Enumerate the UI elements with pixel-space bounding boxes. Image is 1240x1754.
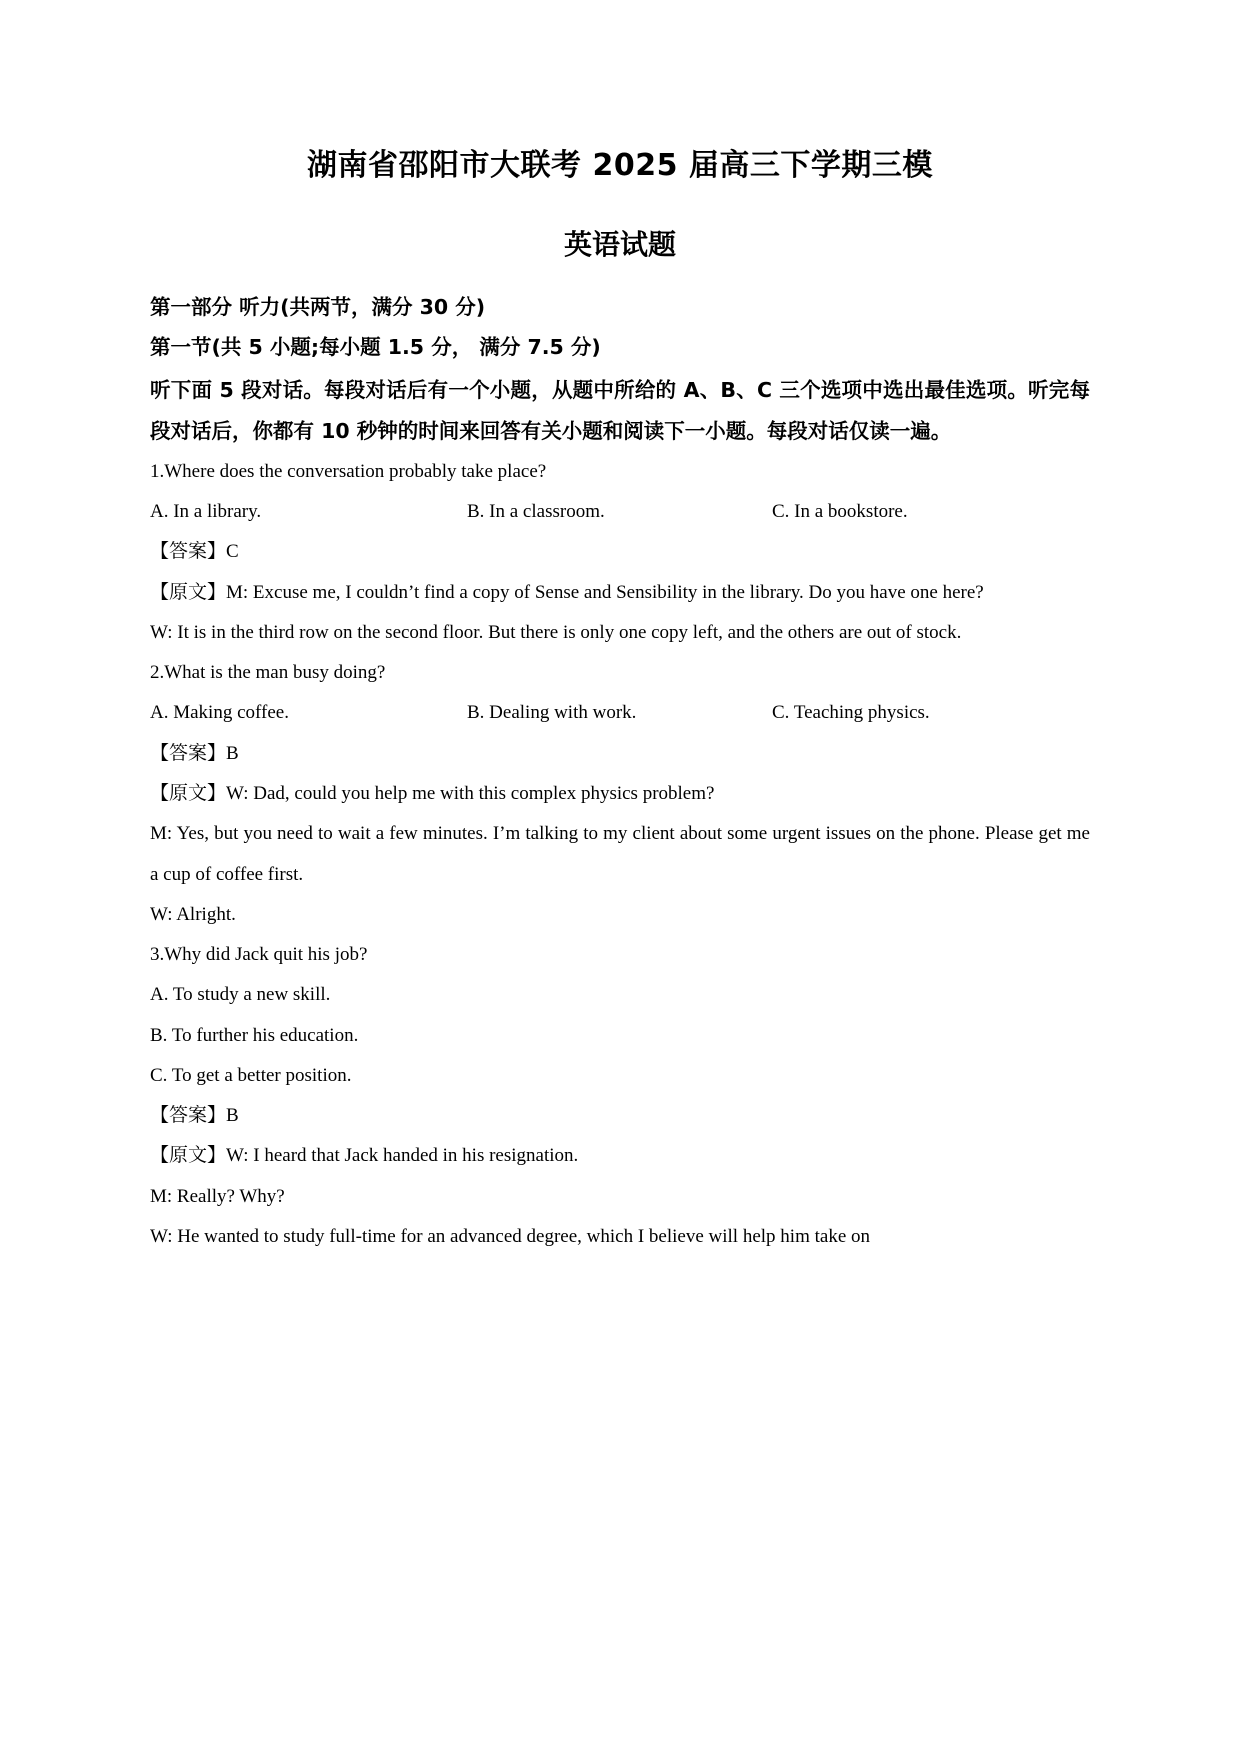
option-b[interactable]: B. To further his education. — [150, 1024, 359, 1046]
option-b[interactable]: B. Dealing with work. — [467, 702, 637, 724]
option-a[interactable]: A. Making coffee. — [150, 702, 289, 724]
question-stem: 3.Why did Jack quit his job? — [150, 944, 368, 966]
script-line: M: Really? Why? — [150, 1185, 285, 1207]
option-row — [150, 492, 1090, 532]
listening-directions: 听下面 5 段对话。每段对话后有一个小题，从题中所给的 A、B、C 三个选项中选出最佳选项。听完每段对话后，你都有 10 秒钟的时间来回答有关小题和阅读下一小题。每段对话仅读一遍。 — [150, 377, 1090, 443]
question-stem: 2.What is the man busy doing? — [150, 662, 386, 684]
option-c[interactable]: C. To get a better position. — [150, 1064, 352, 1086]
option-c[interactable]: C. Teaching physics. — [772, 702, 930, 724]
page-subtitle: 英语试题 — [563, 227, 676, 261]
script-line: 【原文】W: Dad, could you help me with this complex physics problem? — [150, 783, 715, 805]
answer-line: 【答案】C — [150, 541, 239, 563]
option-b[interactable]: B. In a classroom. — [467, 501, 605, 523]
answer-line: 【答案】B — [150, 742, 239, 764]
option-row — [150, 693, 1090, 733]
page-title: 湖南省邵阳市大联考 2025 届高三下学期三模 — [307, 148, 933, 183]
script-line: M: Yes, but you need to wait a few minutes. I’m talking to my client about some urgent issues on the phone. Please get me a cup of coffee first. — [150, 823, 1090, 885]
option-a[interactable]: A. In a library. — [150, 501, 262, 523]
script-line: 【原文】M: Excuse me, I couldn’t find a copy of Sense and Sensibility in the library. Do you have one here? — [150, 581, 984, 603]
part-heading: 第一部分 听力(共两节，满分 30 分) — [150, 294, 486, 319]
question-stem: 1.Where does the conversation probably take place? — [150, 460, 547, 482]
answer-line: 【答案】B — [150, 1105, 239, 1127]
section-heading: 第一节(共 5 小题;每小题 1.5 分， 满分 7.5 分) — [150, 335, 601, 360]
script-line: 【原文】W: I heard that Jack handed in his resignation. — [150, 1145, 579, 1167]
script-line: W: Alright. — [150, 903, 236, 925]
option-a[interactable]: A. To study a new skill. — [150, 984, 331, 1006]
script-line: W: He wanted to study full-time for an advanced degree, which I believe will help him take on — [150, 1225, 870, 1247]
option-c[interactable]: C. In a bookstore. — [772, 501, 908, 523]
script-line: W: It is in the third row on the second floor. But there is only one copy left, and the others are out of stock. — [150, 621, 962, 643]
